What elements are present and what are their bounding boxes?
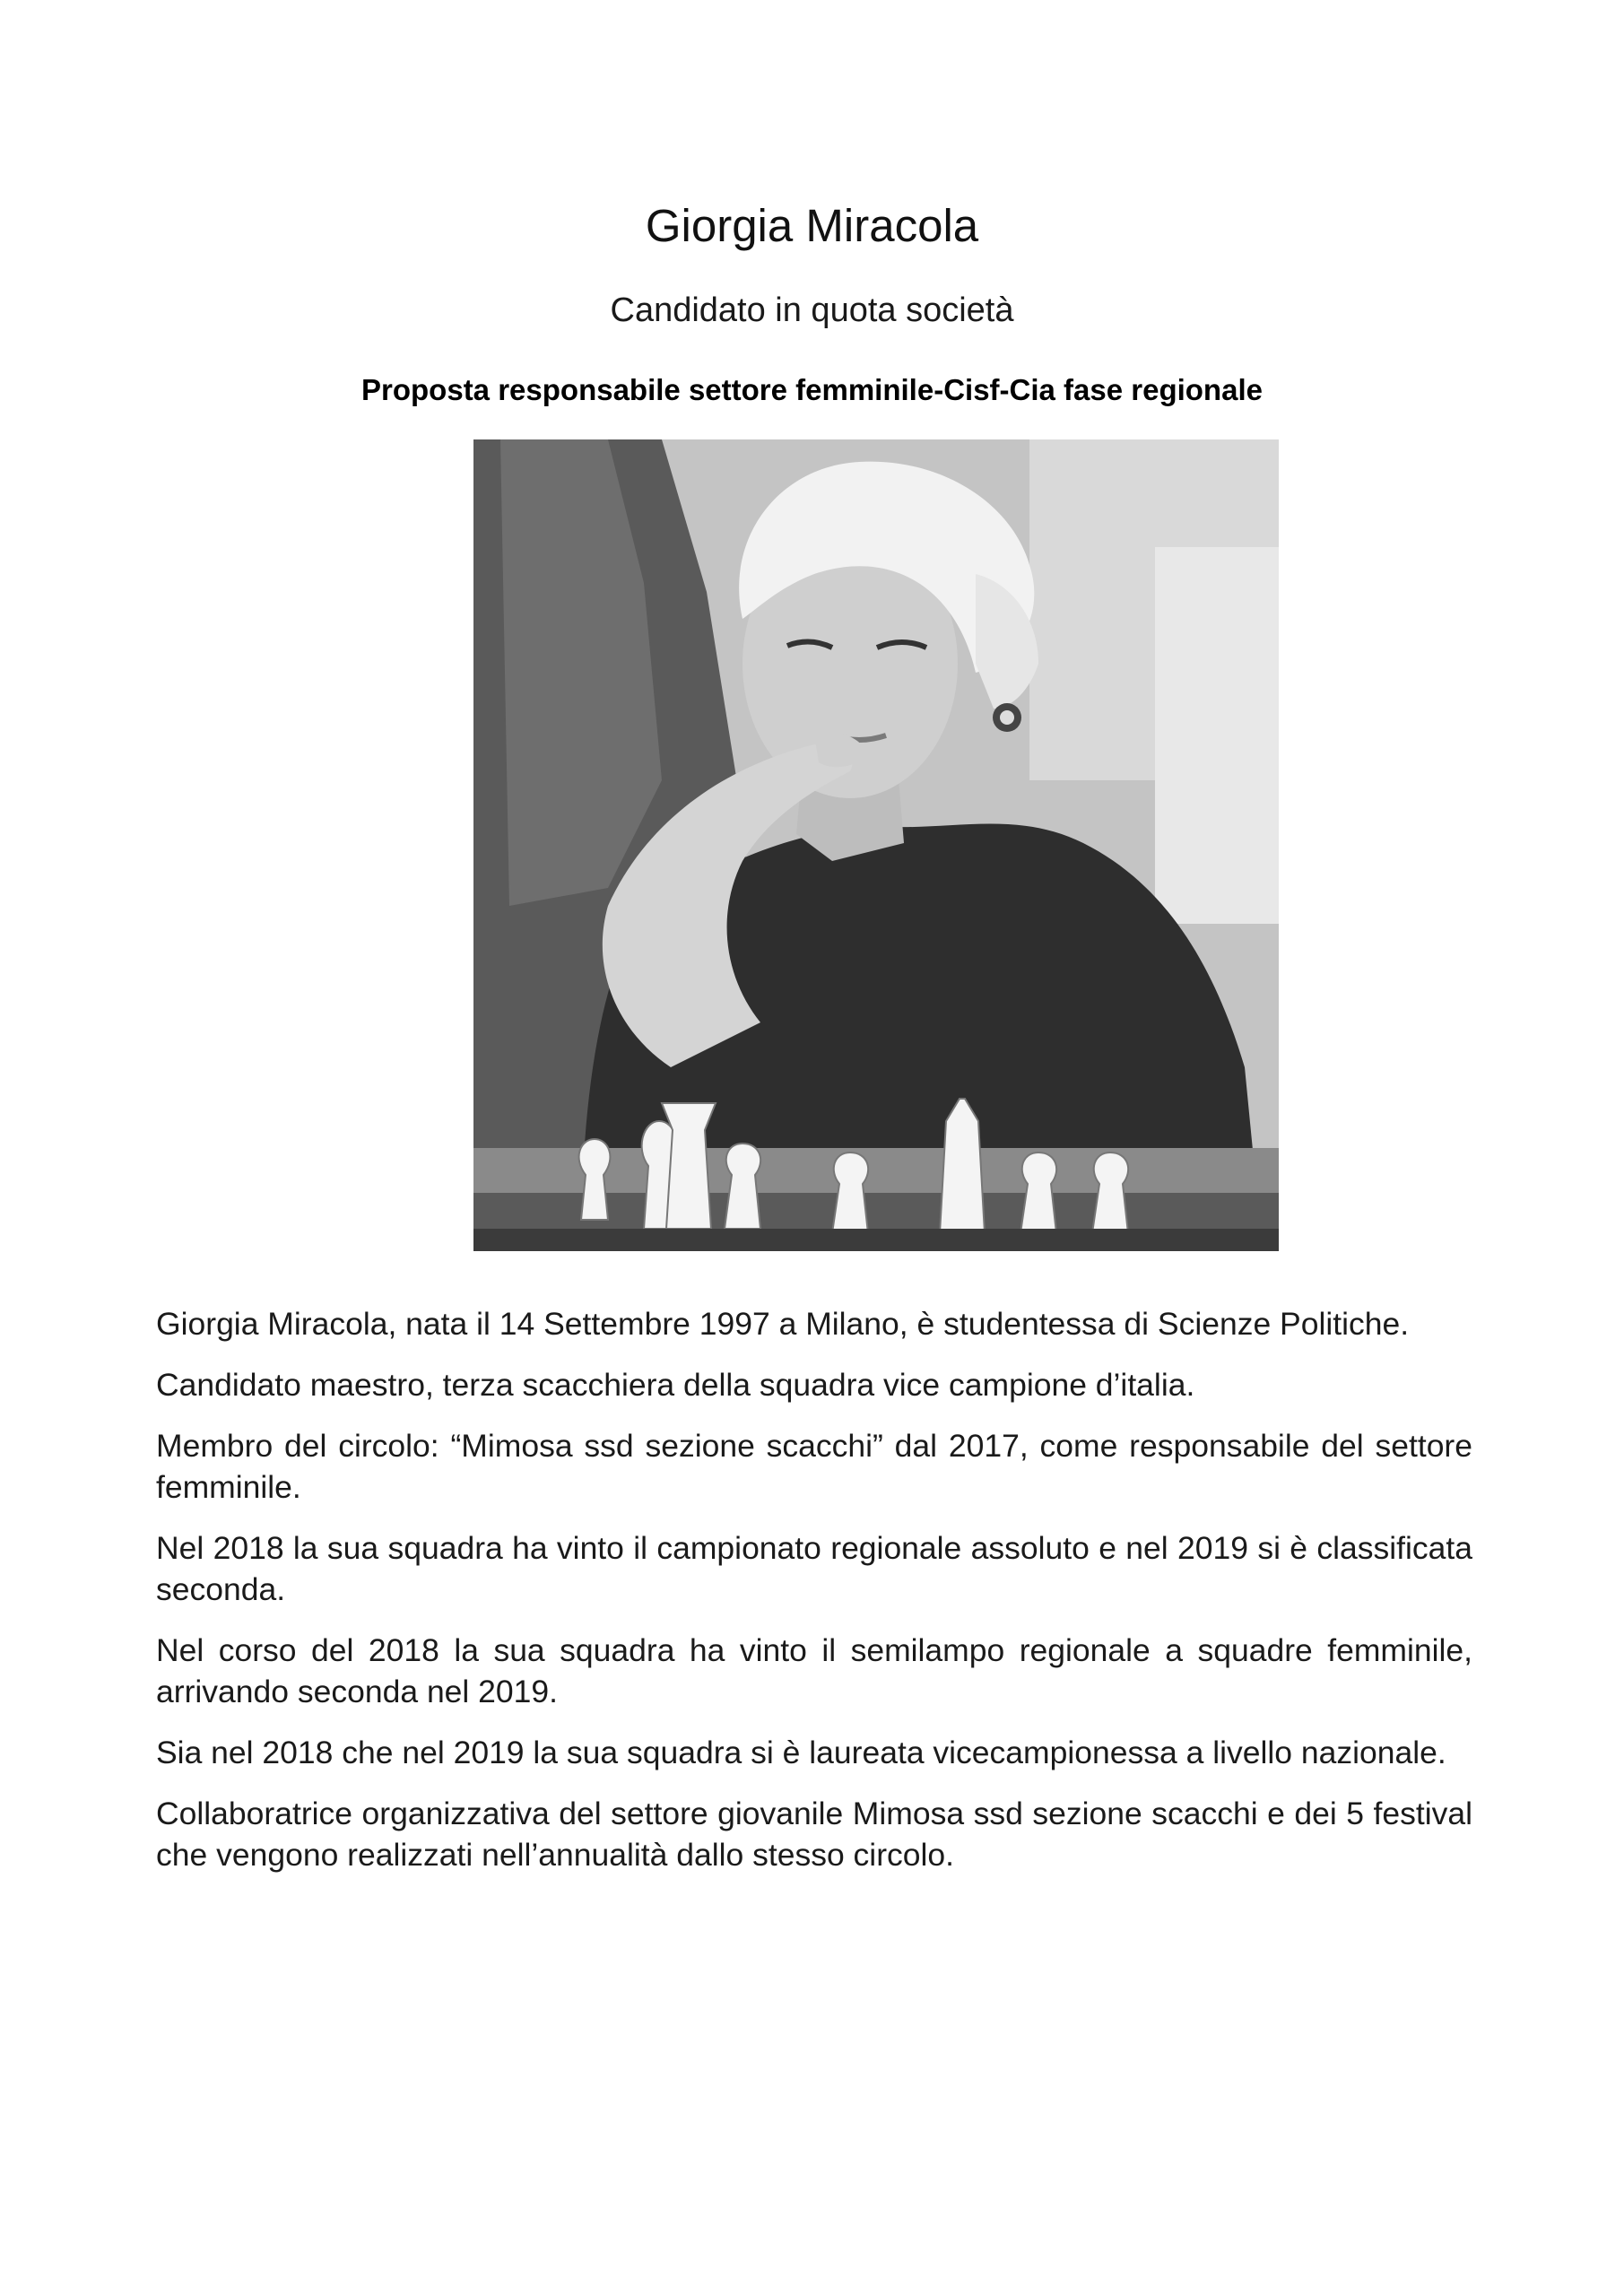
- bio-paragraph: Candidato maestro, terza scacchiera della squadra vice campione d’italia.: [156, 1367, 1195, 1403]
- candidate-subtitle: Candidato in quota società: [610, 291, 1014, 329]
- bio-paragraph: Collaboratrice organizzativa del settore giovanile Mimosa ssd sezione scacchi e dei 5 festival che vengono realizzati nell’annualità dallo stesso circolo.: [156, 1796, 1472, 1873]
- portrait-photo: [473, 439, 1279, 1251]
- bio-paragraph: Nel 2018 la sua squadra ha vinto il campionato regionale assoluto e nel 2019 si è classificata seconda.: [156, 1530, 1472, 1607]
- bio-paragraph: Nel corso del 2018 la sua squadra ha vinto il semilampo regionale a squadre femminile, arrivando seconda nel 2019.: [156, 1632, 1472, 1709]
- page-title: Giorgia Miracola: [645, 200, 979, 251]
- bio-paragraph: Sia nel 2018 che nel 2019 la sua squadra si è laureata vicecampionessa a livello nazionale.: [156, 1735, 1446, 1770]
- bio-paragraph: Membro del circolo: “Mimosa ssd sezione scacchi” dal 2017, come responsabile del settore femminile.: [156, 1428, 1472, 1505]
- proposal-heading: Proposta responsabile settore femminile-Cisf-Cia fase regionale: [361, 373, 1263, 406]
- biography: [156, 1303, 1472, 1895]
- bio-paragraph: Giorgia Miracola, nata il 14 Settembre 1997 a Milano, è studentessa di Scienze Politiche.: [156, 1306, 1410, 1342]
- portrait-illustration: [473, 439, 1279, 1251]
